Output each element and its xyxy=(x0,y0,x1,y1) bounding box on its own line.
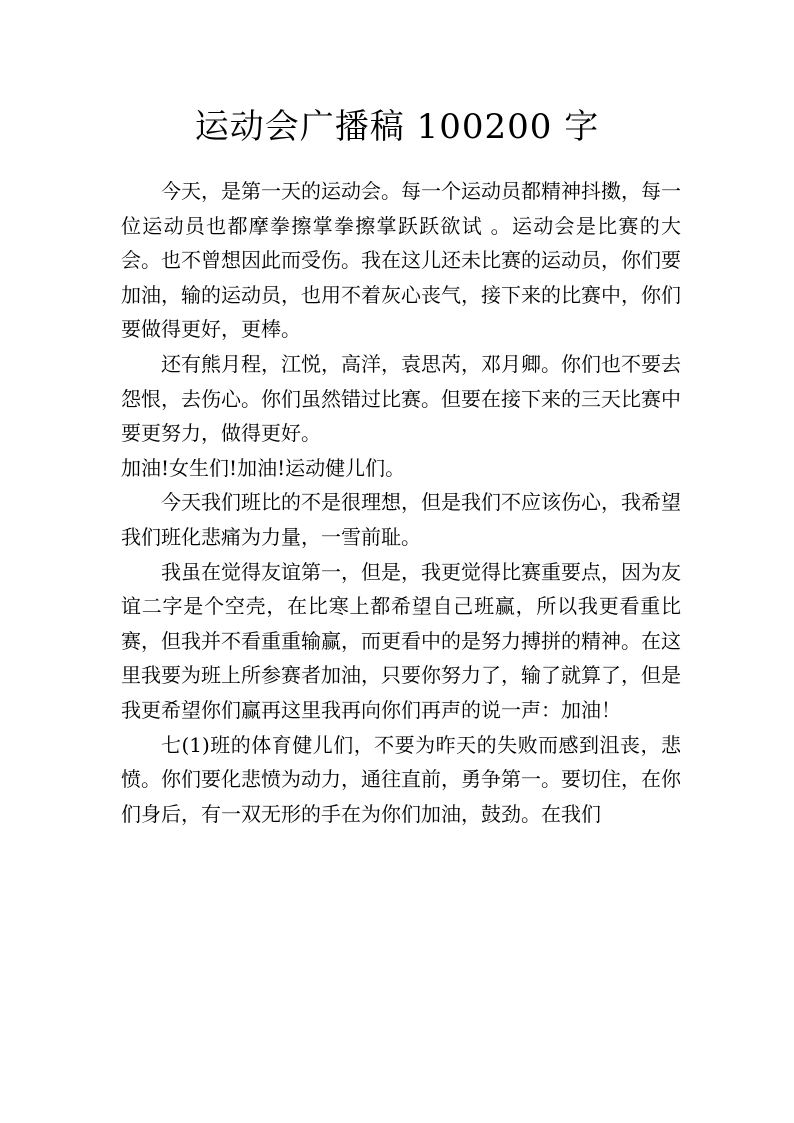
paragraph: 我虽在觉得友谊第一，但是，我更觉得比赛重要点，因为友谊二字是个空壳，在比寒上都希望自己班赢，所以我更看重比赛，但我并不看重重输赢，而更看中的是努力搏拼的精神。在这里我要为班上所参赛者加油，只要你努力了，输了就算了，但是我更希望你们赢再这里我再向你们再声的说一声：加油！ xyxy=(121,559,681,722)
paragraph: 还有熊月程，江悦，高洋，袁思芮，邓月卿。你们也不要去怨恨，去伤心。你们虽然错过比赛。但要在接下来的三天比赛中要更努力，做得更好。 xyxy=(121,351,681,446)
document-body xyxy=(121,174,681,831)
document-title: 运动会广播稿 100200 字 xyxy=(194,107,600,147)
paragraph: 今天，是第一天的运动会。每一个运动员都精神抖擞，每一位运动员也都摩拳擦掌拳擦掌跃跃欲试 。运动会是比赛的大会。也不曾想因此而受伤。我在这儿还未比赛的运动员，你们要加油，输的运动员，也用不着灰心丧气，接下来的比赛中，你们要做得更好，更棒。 xyxy=(121,179,681,342)
paragraph: 七(1)班的体育健儿们，不要为昨天的失败而感到沮丧，悲愤。你们要化悲愤为动力，通往直前，勇争第一。要切住，在你们身后，有一双无形的手在为你们加油，鼓劲。在我们 xyxy=(121,732,681,826)
paragraph: 加油!女生们!加油!运动健儿们。 xyxy=(121,455,406,480)
paragraph: 今天我们班比的不是很理想，但是我们不应该伤心，我希望我们班化悲痛为力量，一雪前耻。 xyxy=(121,490,681,549)
